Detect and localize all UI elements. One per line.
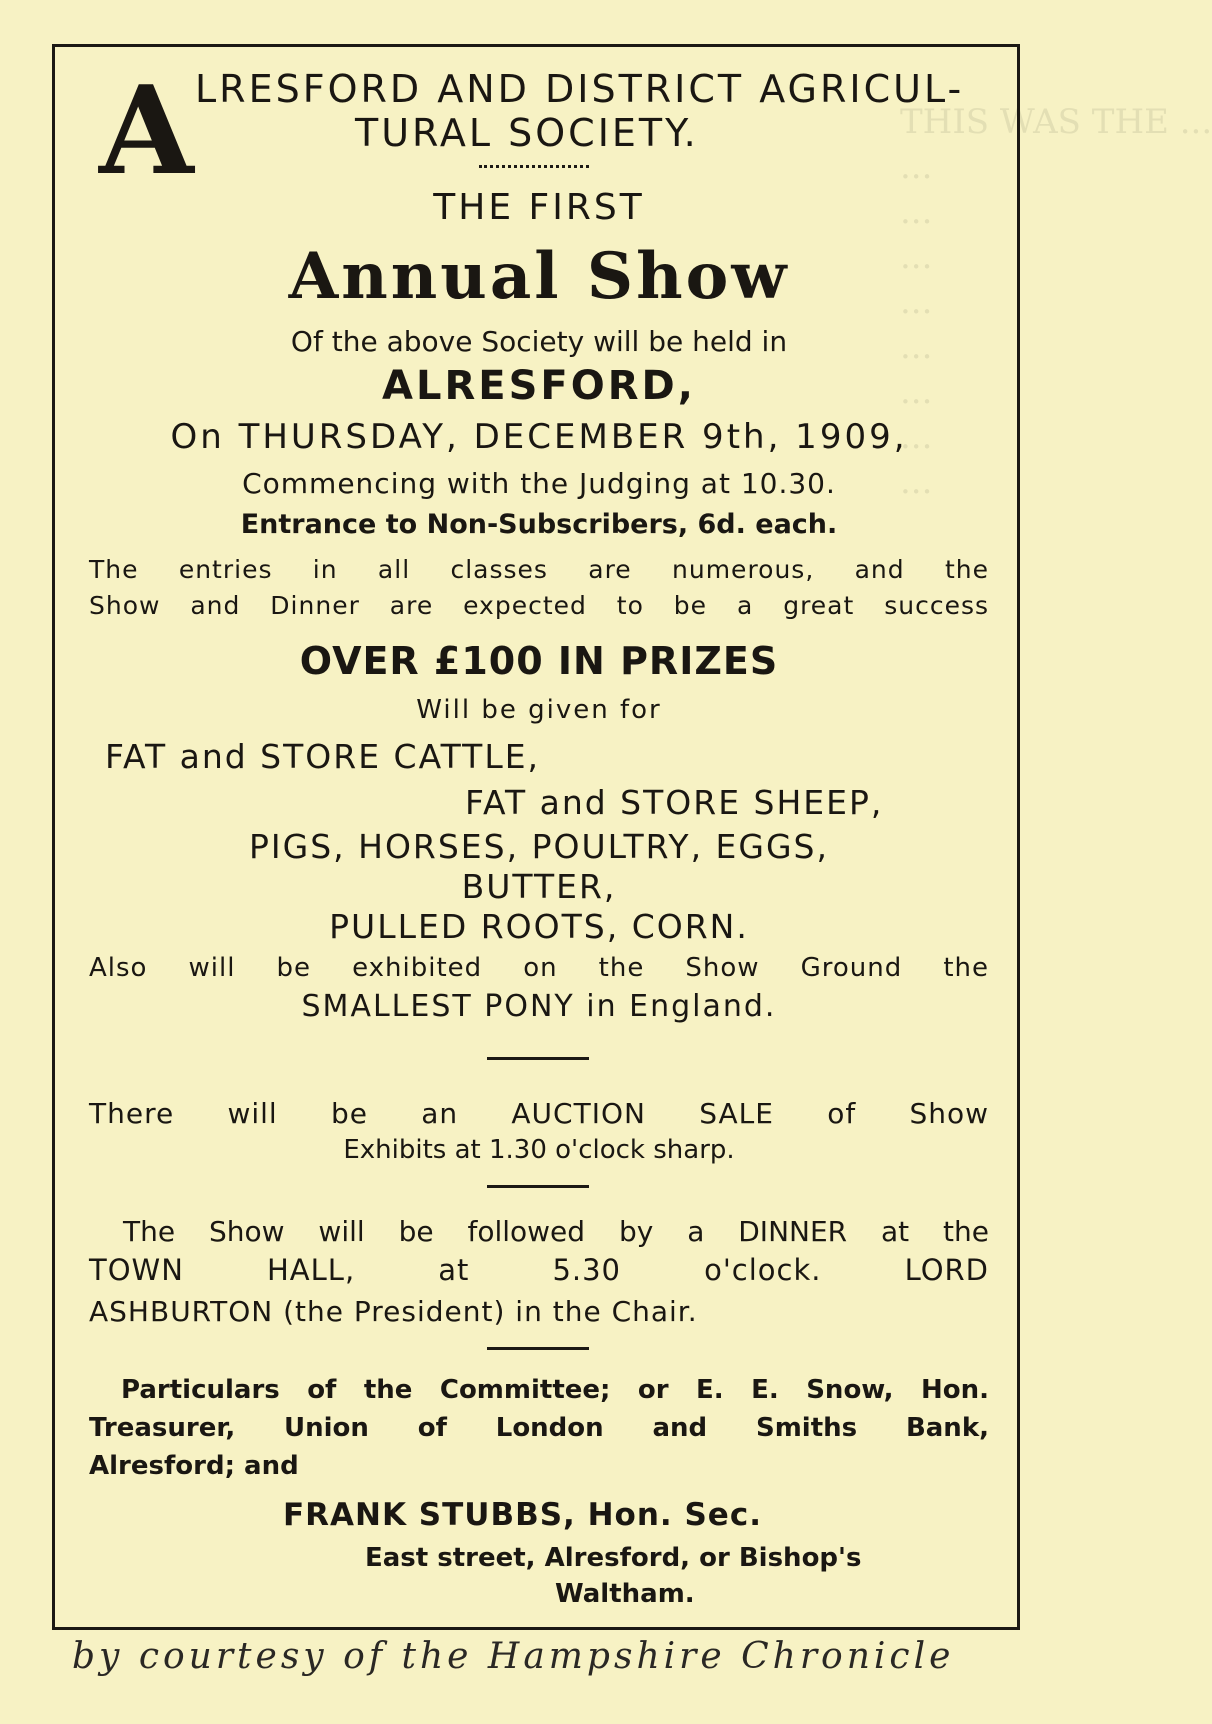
- address-line-2: Waltham.: [555, 1579, 695, 1609]
- society-name-line1: LRESFORD AND DISTRICT AGRICUL-: [195, 67, 965, 111]
- category-roots-corn: PULLED ROOTS, CORN.: [329, 907, 749, 946]
- smallest-pony-text: SMALLEST PONY in England.: [301, 989, 777, 1024]
- given-for-text: Will be given for: [416, 695, 662, 725]
- entrance-fee: Entrance to Non-Subscribers, 6d. each.: [240, 509, 838, 540]
- particulars-line-1: Particulars of the Committee; or E. E. Snow, Hon.: [121, 1375, 989, 1405]
- particulars-line-2: Treasurer, Union of London and Smiths Bank,: [89, 1413, 989, 1443]
- entries-line-2: Show and Dinner are expected to be a great success: [89, 591, 989, 620]
- prizes-heading: OVER £100 IN PRIZES: [299, 639, 779, 683]
- society-name-line2: TURAL SOCIETY.: [355, 111, 699, 155]
- auction-line-1: There will be an AUCTION SALE of Show: [89, 1097, 989, 1130]
- dinner-line-2: TOWN HALL, at 5.30 o'clock. LORD: [89, 1253, 989, 1287]
- address-line-1: East street, Alresford, or Bishop's: [365, 1543, 862, 1573]
- category-cattle: FAT and STORE CATTLE,: [105, 737, 541, 776]
- particulars-line-3: Alresford; and: [89, 1451, 299, 1481]
- town-name: ALRESFORD,: [382, 363, 696, 409]
- secretary-name: FRANK STUBBS, Hon. Sec.: [283, 1497, 762, 1533]
- dotted-divider: [479, 165, 589, 168]
- divider-3: [487, 1347, 589, 1350]
- dinner-line-3: ASHBURTON (the President) in the Chair.: [89, 1295, 698, 1328]
- entries-line-1: The entries in all classes are numerous, and the: [89, 555, 989, 584]
- show-ordinal: THE FIRST: [433, 187, 645, 228]
- held-in-text: Of the above Society will be held in: [290, 325, 788, 358]
- show-date: On THURSDAY, DECEMBER 9th, 1909,: [170, 417, 908, 457]
- auction-line-2: Exhibits at 1.30 o'clock sharp.: [343, 1135, 735, 1165]
- category-sheep: FAT and STORE SHEEP,: [465, 783, 884, 822]
- category-pigs-horses: PIGS, HORSES, POULTRY, EGGS,: [249, 827, 829, 866]
- also-exhibited-text: Also will be exhibited on the Show Ground the: [89, 953, 989, 983]
- header-drop-cap: A: [99, 58, 194, 202]
- page-title: Annual Show: [288, 239, 790, 314]
- bleed-through-texture: THIS WAS THE ... ... ... ... ... ... ... ... ...: [900, 102, 1212, 502]
- handwritten-courtesy-note: by courtesy of the Hampshire Chronicle: [72, 1636, 955, 1677]
- divider-2: [487, 1185, 589, 1188]
- poster-frame: [52, 44, 1020, 1630]
- judging-time: Commencing with the Judging at 10.30.: [242, 467, 836, 500]
- category-butter: BUTTER,: [461, 867, 617, 906]
- divider-1: [487, 1057, 589, 1060]
- dinner-line-1: The Show will be followed by a DINNER at the: [123, 1215, 989, 1248]
